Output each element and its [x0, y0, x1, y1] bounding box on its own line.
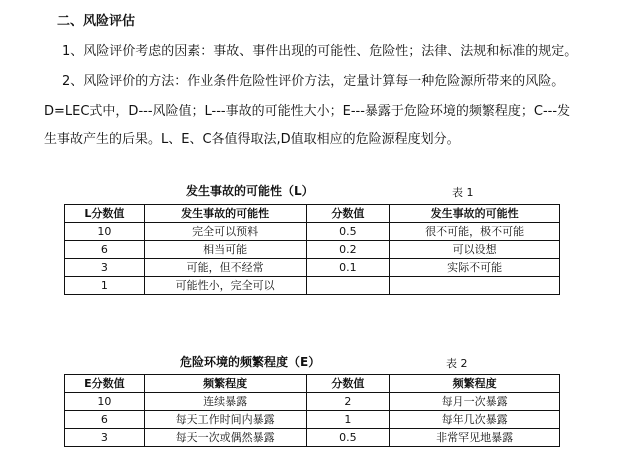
table-cell: 10 [65, 393, 145, 411]
table-cell: 0.5 [306, 223, 390, 241]
table-likelihood [64, 204, 560, 295]
header-frequency-2: 频繁程度 [390, 375, 560, 393]
header-score: 分数值 [306, 375, 390, 393]
table-cell: 每月一次暴露 [390, 393, 560, 411]
table-cell: 每天工作时间内暴露 [144, 411, 306, 429]
table-row [65, 429, 560, 447]
table-cell: 0.5 [306, 429, 390, 447]
table-cell: 连续暴露 [144, 393, 306, 411]
table-cell: 3 [65, 429, 145, 447]
table-cell: 1 [65, 277, 145, 295]
table-row [65, 411, 560, 429]
table-cell [306, 277, 390, 295]
table-header-row [65, 375, 560, 393]
header-frequency: 频繁程度 [144, 375, 306, 393]
paragraph-formula: D=LEC式中，D---风险值；L---事故的可能性大小；E---暴露于危险环境的频繁程度；C---发 [44, 104, 571, 119]
table2-caption: 危险环境的频繁程度（E） [180, 355, 321, 369]
table-cell: 可能，但不经常 [144, 259, 306, 277]
table-cell: 实际不可能 [390, 259, 560, 277]
table-cell: 相当可能 [144, 241, 306, 259]
table-row [65, 241, 560, 259]
table2-number: 表 2 [446, 357, 468, 370]
table-cell: 可以设想 [390, 241, 560, 259]
table1-number: 表 1 [452, 186, 474, 199]
table-cell: 6 [65, 411, 145, 429]
paragraph-formula-cont: 生事故产生的后果。L、E、C各值得取法,D值取相应的危险源程度划分。 [44, 132, 460, 147]
table-cell: 非常罕见地暴露 [390, 429, 560, 447]
table-cell: 3 [65, 259, 145, 277]
header-score: 分数值 [306, 205, 390, 223]
table-cell: 每年几次暴露 [390, 411, 560, 429]
paragraph-method: 2、风险评价的方法：作业条件危险性评价方法，定量计算每一种危险源所带来的风险。 [62, 74, 565, 89]
header-l-score: L分数值 [65, 205, 145, 223]
table-header-row [65, 205, 560, 223]
table-cell: 0.1 [306, 259, 390, 277]
table-cell: 6 [65, 241, 145, 259]
header-likelihood-2: 发生事故的可能性 [390, 205, 560, 223]
paragraph-factors: 1、风险评价考虑的因素：事故、事件出现的可能性、危险性；法律、法规和标准的规定。 [62, 44, 578, 59]
table-cell: 完全可以预料 [144, 223, 306, 241]
table-cell: 可能性小，完全可以 [144, 277, 306, 295]
table-exposure [64, 374, 560, 447]
table-cell: 0.2 [306, 241, 390, 259]
table-cell: 10 [65, 223, 145, 241]
table-cell: 1 [306, 411, 390, 429]
table-cell: 很不可能，极不可能 [390, 223, 560, 241]
table-cell: 每天一次或偶然暴露 [144, 429, 306, 447]
header-e-score: E分数值 [65, 375, 145, 393]
table1-caption: 发生事故的可能性（L） [186, 184, 314, 198]
table-row [65, 223, 560, 241]
header-likelihood: 发生事故的可能性 [144, 205, 306, 223]
table-row [65, 393, 560, 411]
table-row [65, 259, 560, 277]
section-heading: 二、风险评估 [57, 14, 136, 29]
table-cell: 2 [306, 393, 390, 411]
table-cell [390, 277, 560, 295]
table-row [65, 277, 560, 295]
